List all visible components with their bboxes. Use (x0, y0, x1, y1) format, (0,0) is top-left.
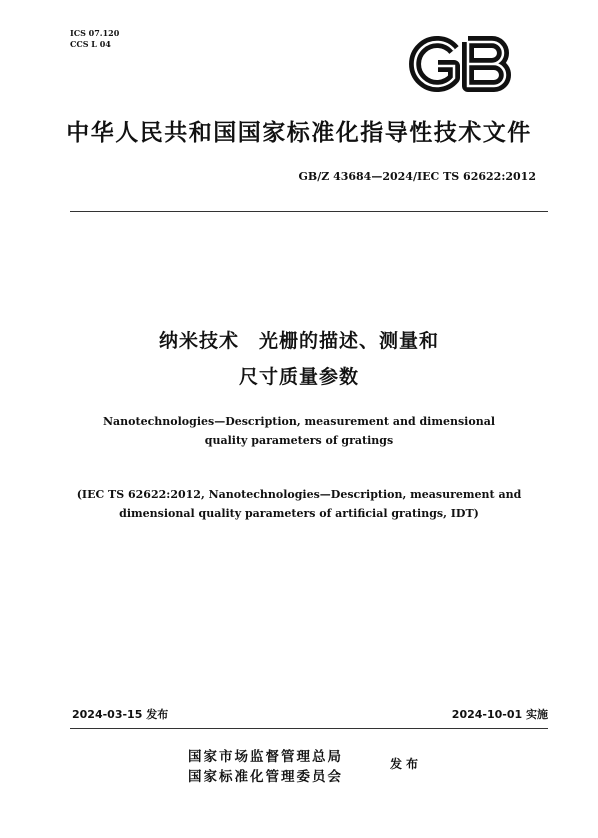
implementation-date: 2024-10-01 实施 (451, 708, 548, 721)
document-category-title: 中华人民共和国国家标准化指导性技术文件 (66, 120, 532, 146)
svg-text:GB: GB (462, 93, 464, 94)
standard-number: GB/Z 43684—2024/IEC TS 62622:2012 (298, 170, 536, 183)
ics-code: ICS 07.120 (70, 28, 120, 38)
publication-date: 2024-03-15 发布 (72, 708, 169, 721)
original-standard-line-2: dimensional quality parameters of artificial gratings, IDT) (119, 507, 479, 520)
ccs-code: CCS L 04 (70, 39, 111, 49)
classification-codes (70, 28, 119, 50)
issuer-sac: 国家标准化管理委员会 (188, 769, 343, 785)
footer-divider (70, 728, 548, 729)
header-divider (70, 211, 548, 212)
english-title-line-2: quality parameters of gratings (204, 434, 394, 447)
english-title-line-1: Nanotechnologies—Description, measurement and dimensional (102, 415, 495, 428)
chinese-title-line-1: 纳米技术 光栅的描述、测量和 (158, 330, 439, 352)
gb-logo (402, 34, 522, 94)
issue-label: 发布 (390, 757, 423, 771)
chinese-title-line-2: 尺寸质量参数 (238, 366, 359, 388)
original-standard-line-1: (IEC TS 62622:2012, Nanotechnologies—Description, measurement and (76, 488, 522, 501)
issuer-samr: 国家市场监督管理总局 (188, 749, 343, 765)
